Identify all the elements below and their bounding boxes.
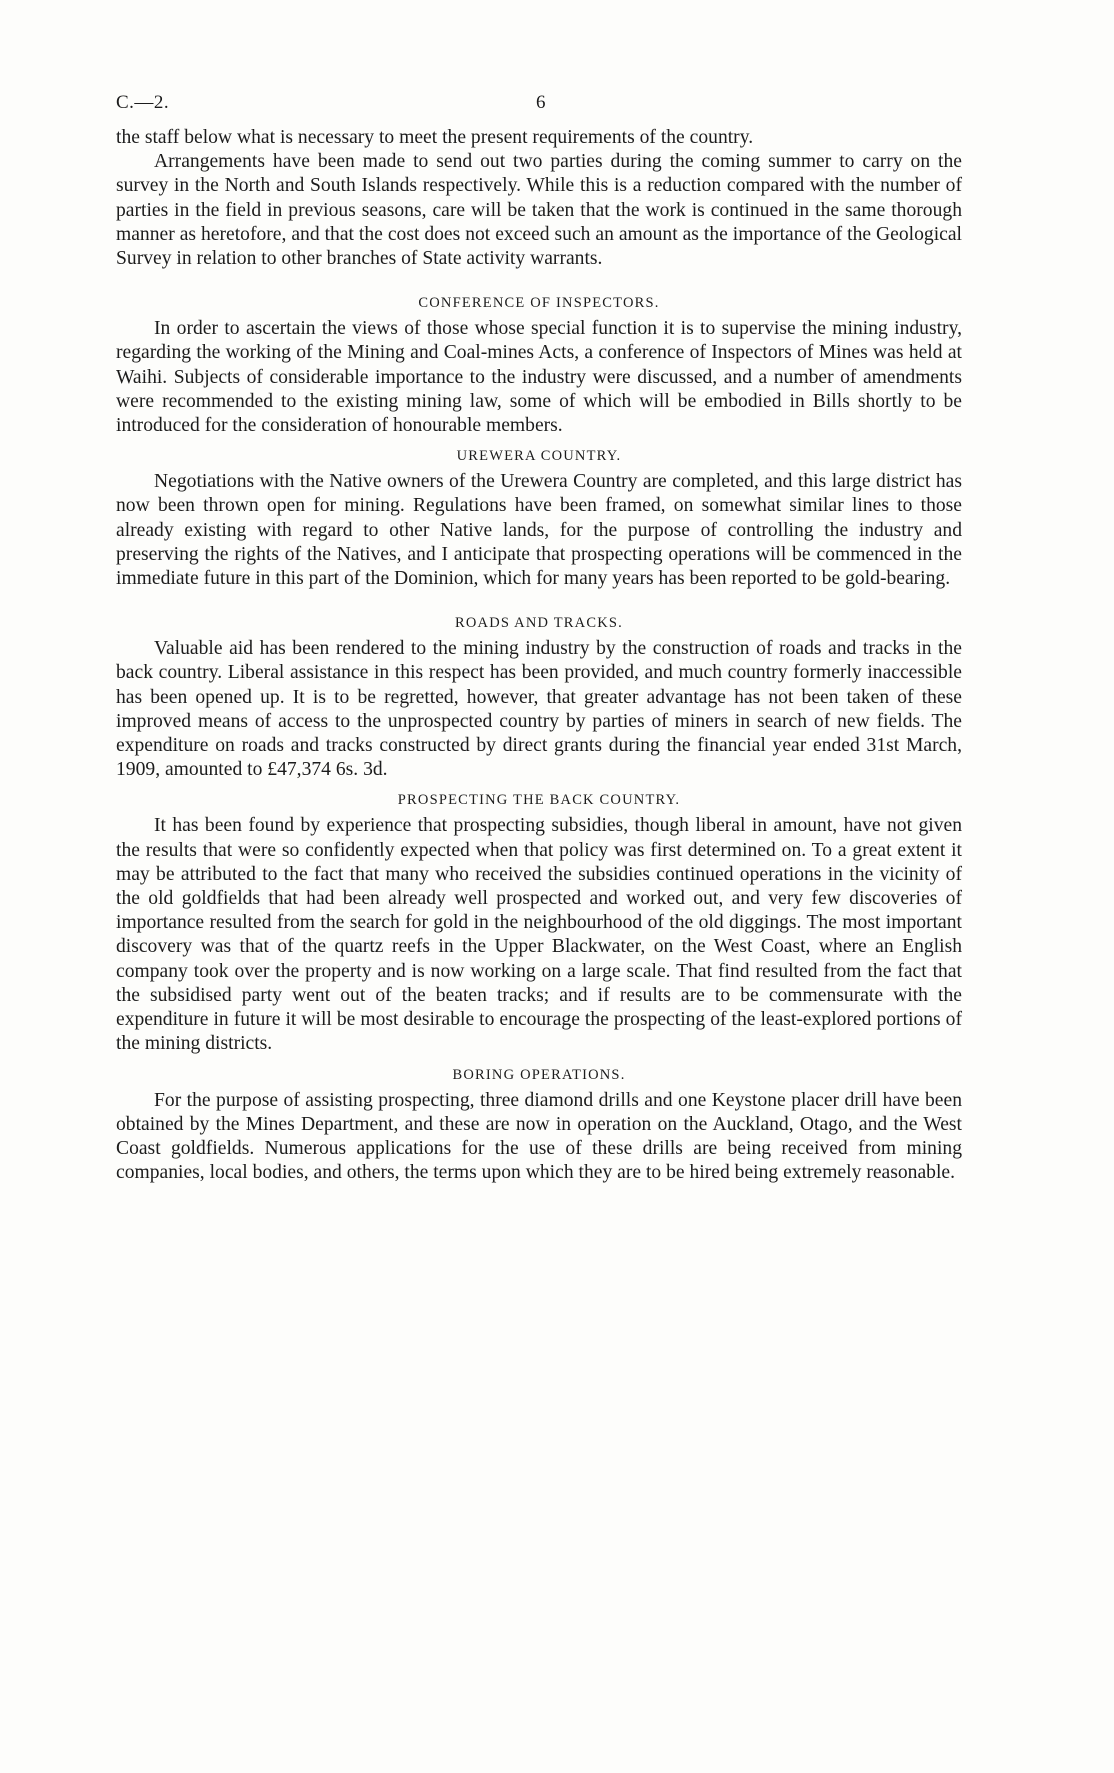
section-heading-roads: ROADS AND TRACKS. <box>455 615 623 632</box>
section-heading-urewera: UREWERA COUNTRY. <box>456 448 622 465</box>
document-reference: C.—2. <box>116 92 170 113</box>
page-number: 6 <box>536 92 546 113</box>
paragraph-arrangements: Arrangements have been made to send out two parties during the coming summer to carry on the survey in the North and South Islands respectively. While this is a reduction compared with the number of parties in the field in previous seasons, care will be taken that the work is continued in the same thorough manner as heretofore, and that the cost does not exceed such an amount as the importance of the Geological Survey in relation to other branches of State activity warrants. <box>116 151 962 270</box>
section-text-roads: Valuable aid has been rendered to the mining industry by the construction of roads and tracks in the back country. Liberal assistance in this respect has been provided, and much country formerly inaccessible has been opened up. It is to be regretted, however, that greater advantage has not been taken of these improved means of access to the unprospected country by parties of miners in search of new fields. The expenditure on roads and tracks constructed by direct grants during the financial year ended 31st March, 1909, amounted to £47,374 6s. 3d. <box>116 638 962 781</box>
running-header <box>116 92 962 126</box>
continued-paragraph: the staff below what is necessary to meet the present requirements of the country. <box>116 127 754 148</box>
section-text-urewera: Negotiations with the Native owners of the Urewera Country are completed, and this large district has now been thrown open for mining. Regulations have been framed, on somewhat similar lines to those already existing with regard to other Native lands, for the purpose of controlling the industry and preserving the rights of the Natives, and I anticipate that prospecting operations will be commenced in the immediate future in this part of the Dominion, which for many years has been reported to be gold-bearing. <box>116 471 962 590</box>
document-page <box>116 92 962 1185</box>
section-text-boring: For the purpose of assisting prospecting, three diamond drills and one Keystone placer drill have been obtained by the Mines Department, and these are now in operation on the Auckland, Otago, and the West Coast goldfields. Numerous applications for the use of these drills are being received from mining companies, local bodies, and others, the terms upon which they are to be hired being extremely reasonable. <box>116 1089 962 1184</box>
section-heading-boring: BORING OPERATIONS. <box>452 1066 626 1083</box>
section-heading-prospecting: PROSPECTING THE BACK COUNTRY. <box>397 792 681 809</box>
section-text-conference: In order to ascertain the views of those whose special function it is to supervise the mining industry, regarding the working of the Mining and Coal-mines Acts, a conference of Inspectors of Mines was held at Waihi. Subjects of considerable importance to the industry were discussed, and a number of amendments were recommended to the existing mining law, some of which will be embodied in Bills shortly to be introduced for the consideration of honourable members. <box>116 318 962 437</box>
section-text-prospecting: It has been found by experience that prospecting subsidies, though liberal in amount, have not given the results that were so confidently expected when that policy was first determined on. To a great extent it may be attributed to the fact that many who received the subsidies continued operations in the vicinity of the old goldfields that had been already well prospected and worked out, and very few discoveries of importance resulted from the search for gold in the neighbourhood of the old diggings. The most important discovery was that of the quartz reefs in the Upper Blackwater, on the West Coast, where an English company took over the property and is now working on a large scale. That find resulted from the fact that the subsidised party went out of the beaten tracks; and if results are to be commensurate with the expenditure in future it will be most desirable to encourage the prospecting of the least-explored portions of the mining districts. <box>116 815 962 1055</box>
section-heading-conference: CONFERENCE OF INSPECTORS. <box>418 295 660 312</box>
